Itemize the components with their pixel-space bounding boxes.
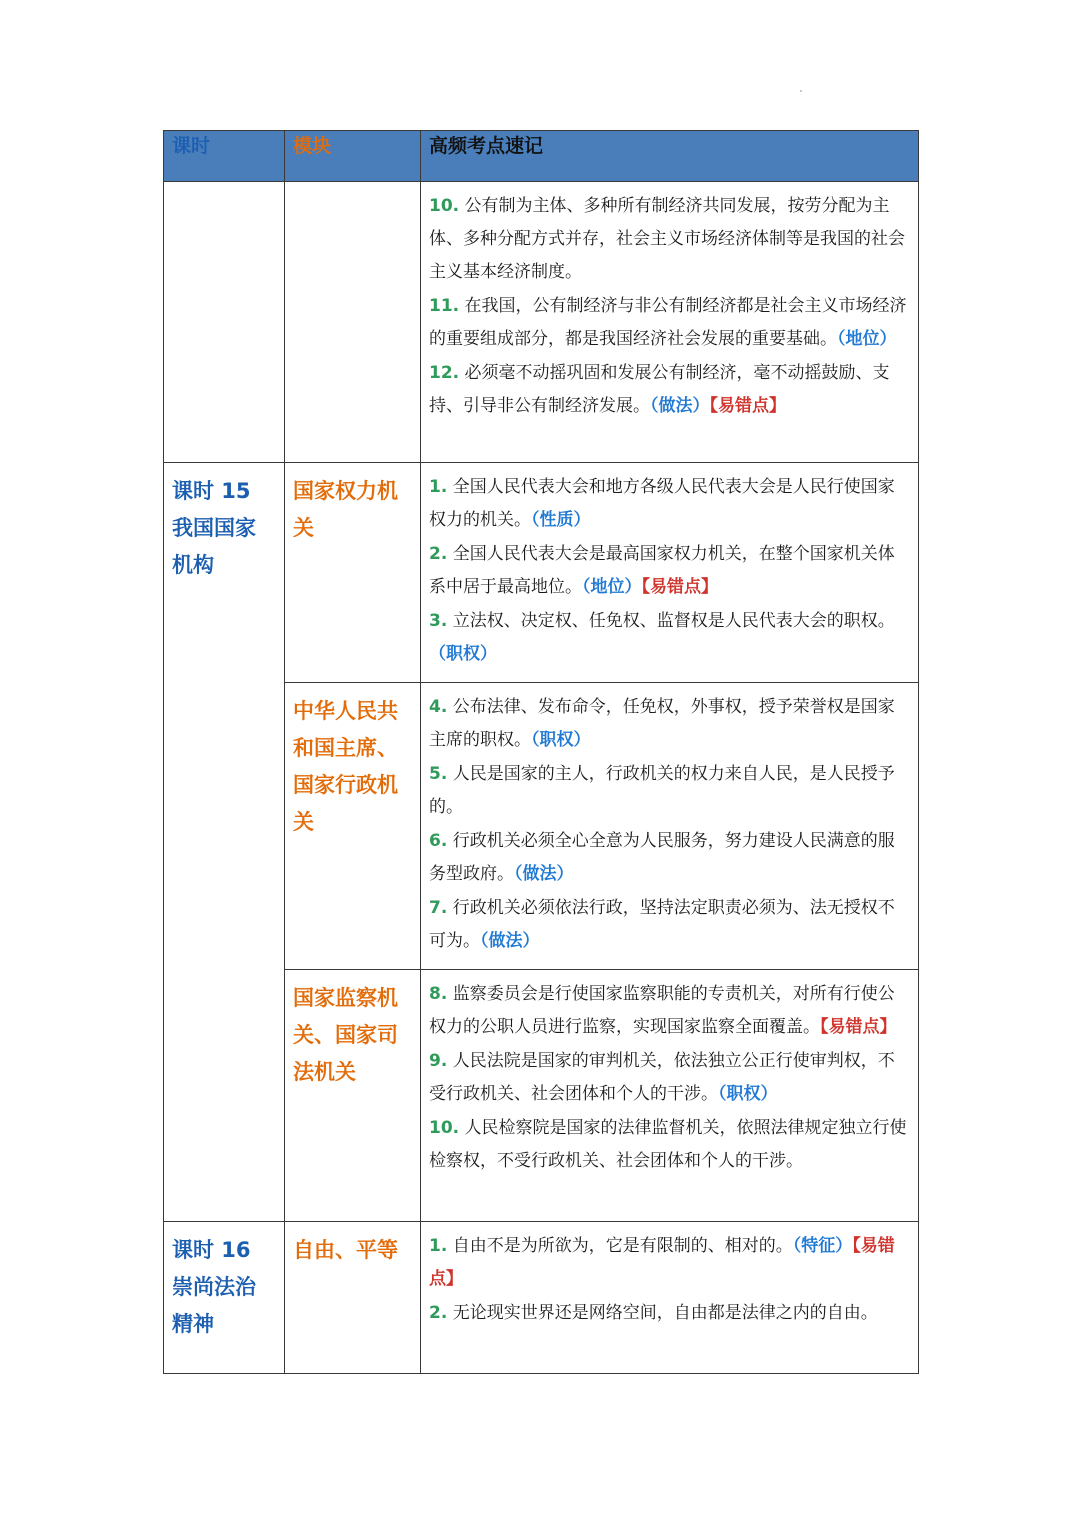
point-text: 人民检察院是国家的法律监督机关，依照法律规定独立行使检察权，不受行政机关、社会团体和个人的干涉。 — [429, 1118, 907, 1171]
page-speck — [800, 90, 802, 92]
points-cell — [421, 970, 919, 1222]
point-number: 5. — [429, 764, 448, 784]
points-cell — [421, 683, 919, 970]
point-number: 10. — [429, 1118, 460, 1138]
points-cell — [421, 182, 919, 463]
error-prone-tag: 【易错点】 — [641, 577, 718, 597]
point-text: 公布法律、发布命令，任免权，外事权，授予荣誉权是国家主席的职权。 — [429, 697, 895, 750]
point-item — [429, 471, 910, 537]
error-prone-tag: 【易错点】 — [429, 1236, 895, 1289]
point-item — [429, 1230, 910, 1296]
table-row — [164, 182, 919, 463]
point-number: 6. — [429, 831, 448, 851]
point-item — [429, 1112, 910, 1178]
module-cell — [285, 182, 421, 463]
point-item — [429, 691, 910, 757]
header-lesson: 课时 — [164, 131, 285, 182]
lesson-cell: 课时 16 崇尚法治精神 — [164, 1222, 285, 1374]
point-text: 行政机关必须依法行政，坚持法定职责必须为、法无授权不可为。 — [429, 898, 895, 951]
point-text: 自由不是为所欲为，它是有限制的、相对的。 — [447, 1236, 793, 1256]
point-item — [429, 538, 910, 604]
point-text: 行政机关必须全心全意为人民服务，努力建设人民满意的服务型政府。 — [429, 831, 895, 884]
point-number: 3. — [429, 611, 448, 631]
point-number: 11. — [429, 296, 460, 316]
exam-points-table — [163, 130, 919, 1374]
error-prone-tag: 【易错点】 — [709, 396, 786, 416]
module-cell: 自由、平等 — [285, 1222, 421, 1374]
point-number: 9. — [429, 1051, 448, 1071]
point-number: 1. — [429, 477, 448, 497]
point-item — [429, 357, 910, 423]
point-number: 1. — [429, 1236, 448, 1256]
category-tag: （职权） — [718, 1084, 778, 1104]
point-item — [429, 978, 910, 1044]
module-cell: 中华人民共和国主席、国家行政机关 — [285, 683, 421, 970]
header-module: 模块 — [285, 131, 421, 182]
point-item — [429, 1045, 910, 1111]
points-cell — [421, 463, 919, 683]
point-number: 10. — [429, 196, 460, 216]
point-number: 2. — [429, 1303, 448, 1323]
table-header-row — [164, 131, 919, 182]
point-number: 12. — [429, 363, 460, 383]
point-text: 公有制为主体、多种所有制经济共同发展，按劳分配为主体、多种分配方式并存，社会主义市场经济体制等是我国的社会主义基本经济制度。 — [429, 196, 905, 282]
category-tag: （职权） — [531, 730, 591, 750]
point-number: 2. — [429, 544, 448, 564]
point-number: 4. — [429, 697, 448, 717]
category-tag: （做法） — [650, 396, 710, 416]
error-prone-tag: 【易错点】 — [820, 1017, 897, 1037]
points-cell — [421, 1222, 919, 1374]
point-text: 人民法院是国家的审判机关，依法独立公正行使审判权，不受行政机关、社会团体和个人的干涉。 — [429, 1051, 895, 1104]
point-item — [429, 892, 910, 958]
header-points: 高频考点速记 — [421, 131, 919, 182]
point-text: 在我国，公有制经济与非公有制经济都是社会主义市场经济的重要组成部分，都是我国经济社会发展的重要基础。 — [429, 296, 907, 349]
module-cell: 国家监察机关、国家司法机关 — [285, 970, 421, 1222]
point-item — [429, 758, 910, 824]
category-tag: （做法） — [480, 931, 540, 951]
point-number: 7. — [429, 898, 448, 918]
point-text: 全国人民代表大会是最高国家权力机关，在整个国家机关体系中居于最高地位。 — [429, 544, 895, 597]
module-cell: 国家权力机关 — [285, 463, 421, 683]
table-row — [164, 463, 919, 683]
lesson-cell — [164, 182, 285, 463]
point-text: 全国人民代表大会和地方各级人民代表大会是人民行使国家权力的机关。 — [429, 477, 895, 530]
point-text: 立法权、决定权、任免权、监督权是人民代表大会的职权。 — [447, 611, 895, 631]
point-text: 无论现实世界还是网络空间，自由都是法律之内的自由。 — [447, 1303, 878, 1323]
point-item — [429, 190, 910, 289]
point-item — [429, 290, 910, 356]
point-text: 监察委员会是行使国家监察职能的专责机关，对所有行使公权力的公职人员进行监察，实现国家监察全面覆盖。 — [429, 984, 895, 1037]
point-text: 必须毫不动摇巩固和发展公有制经济，毫不动摇鼓励、支持、引导非公有制经济发展。 — [429, 363, 890, 416]
point-item — [429, 1297, 910, 1330]
category-tag: （特征） — [792, 1236, 853, 1256]
lesson-cell: 课时 15 我国国家机构 — [164, 463, 285, 1222]
point-text: 人民是国家的主人，行政机关的权力来自人民，是人民授予的。 — [429, 764, 895, 817]
point-number: 8. — [429, 984, 448, 1004]
table-row — [164, 1222, 919, 1374]
category-tag: （地位） — [582, 577, 642, 597]
category-tag: （职权） — [429, 644, 497, 664]
category-tag: （做法） — [514, 864, 574, 884]
point-item — [429, 825, 910, 891]
category-tag: （地位） — [837, 329, 897, 349]
category-tag: （性质） — [531, 510, 591, 530]
point-item — [429, 605, 910, 671]
